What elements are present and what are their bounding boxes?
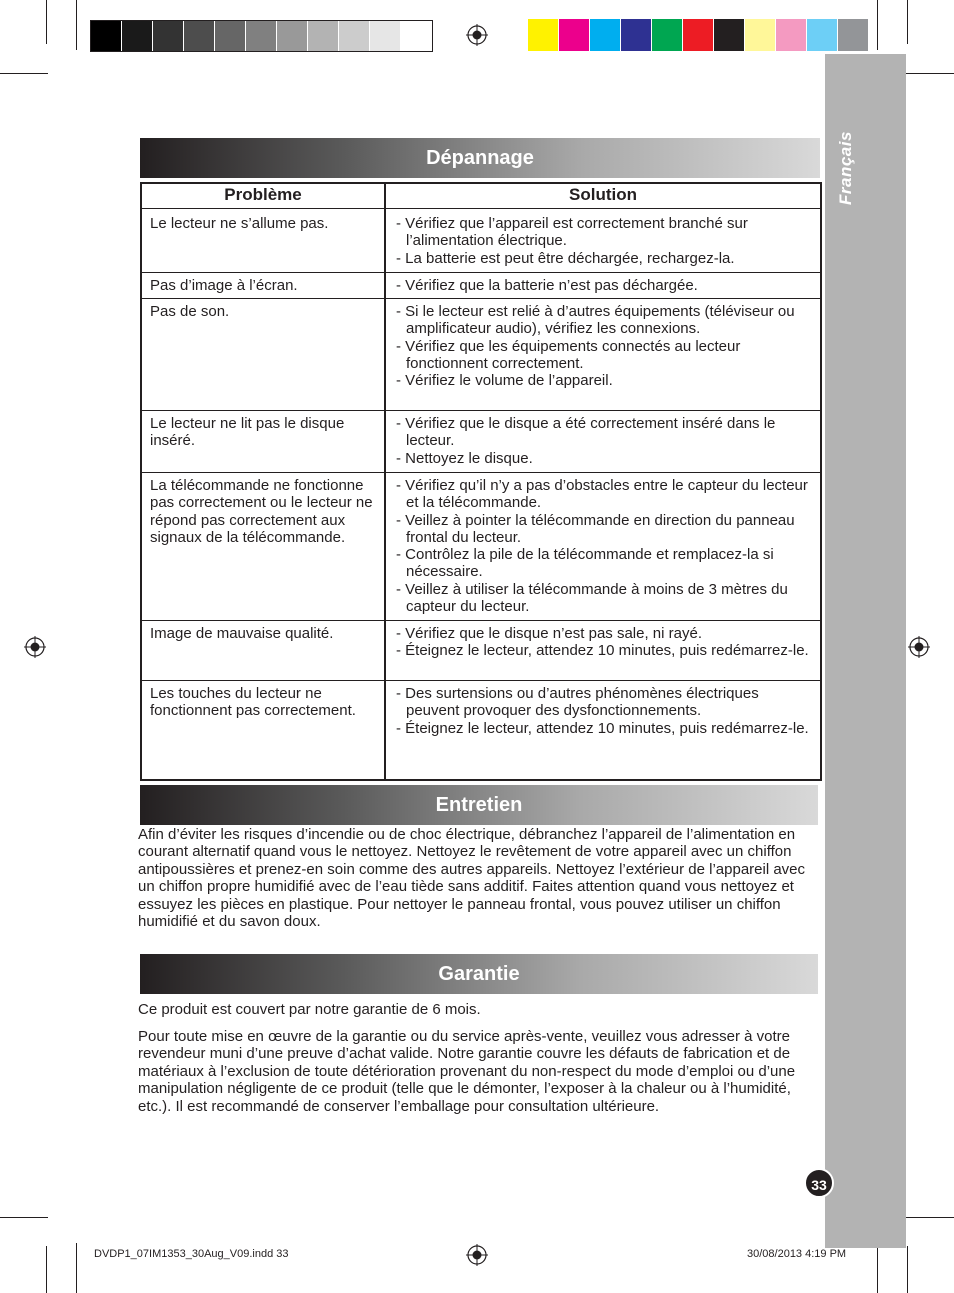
table-cell-problem: Le lecteur ne s’allume pas. [150, 215, 329, 232]
table-row-divider [142, 298, 820, 299]
color-swatch [91, 21, 122, 51]
color-swatch [652, 19, 683, 51]
grayscale-color-bar [90, 20, 433, 52]
crop-mark [906, 1217, 954, 1218]
color-swatch [339, 21, 370, 51]
solution-item: - Vérifiez le volume de l’appareil. [396, 372, 613, 390]
footer-file-info: DVDP1_07IM1353_30Aug_V09.indd 33 [94, 1248, 289, 1260]
color-swatch [246, 21, 277, 51]
table-row-divider [142, 410, 820, 411]
crop-mark [46, 1246, 47, 1293]
crop-mark [907, 0, 908, 44]
maintenance-paragraph: Afin d’éviter les risques d’incendie ou de choc électrique, débranchez l’appareil de l’alimentation en courant alternatif quand vous le nettoyez. Nettoyez le revêtement de votre appareil avec un chiffon antipoussières et prenez-en soin comme des autres appareils. Nettoyez l’extérieur de l’appareil avec un chiffon propre humidifié avec de l’eau tiède sans additif. Faites attention quand vous nettoyez et essuyez les pièces en plastique. Pour nettoyer le panneau frontal, vous pouvez utiliser un chiffon humidifié et du savon doux. [138, 826, 806, 931]
table-row-divider [142, 680, 820, 681]
table-row-divider [142, 272, 820, 273]
color-swatch [184, 21, 215, 51]
solution-item: - Veillez à pointer la télécommande en direction du panneau frontal du lecteur. [396, 511, 795, 546]
crop-mark [0, 73, 48, 74]
table-cell-solution [396, 215, 814, 267]
solution-item: - Des surtensions ou d’autres phénomènes électriques peuvent provoquer des dysfonctionnements. [396, 685, 759, 720]
color-swatch [153, 21, 184, 51]
table-cell-solution [396, 685, 814, 737]
crop-mark [0, 1217, 48, 1218]
table-cell-problem: La télécommande ne fonctionne pas correctement ou le lecteur ne répond pas correctement aux signaux de la télécommande. [150, 477, 373, 546]
troubleshooting-heading: Dépannage [140, 138, 820, 178]
color-swatch [308, 21, 339, 51]
solution-item: - Vérifiez que le disque n’est pas sale, ni rayé. [396, 625, 702, 642]
table-row-divider [142, 472, 820, 473]
color-swatch [122, 21, 153, 51]
solution-item: - Contrôlez la pile de la télécommande et remplacez-la si nécessaire. [396, 546, 774, 581]
table-cell-problem: Image de mauvaise qualité. [150, 625, 334, 642]
table-header-solution: Solution [569, 185, 637, 204]
table-cell-solution [396, 415, 814, 467]
table-cell-problem: Pas d’image à l’écran. [150, 277, 298, 294]
color-swatch [277, 21, 308, 51]
maintenance-heading: Entretien [140, 785, 818, 825]
solution-item: - Vérifiez que les équipements connectés au lecteur fonctionnent correctement. [396, 337, 741, 372]
footer-date: 30/08/2013 4:19 PM [747, 1248, 847, 1260]
table-cell-solution [396, 277, 814, 294]
color-swatch [621, 19, 652, 51]
solution-item: - Vérifiez que l’appareil est correctement branché sur l’alimentation électrique. [396, 215, 748, 250]
registration-target-icon [24, 636, 46, 658]
table-cell-solution [396, 303, 814, 389]
warranty-paragraph-2: Pour toute mise en œuvre de la garantie ou du service après-vente, veuillez vous adresser à votre revendeur muni d’une preuve d’achat valide. Notre garantie couvre les défauts de fabrication et de matériaux à l’exclusion de toute détérioration provenant du non-respect du mode d’emploi ou d’une manipulation négligente de ce produit (telle que le démonter, l’exposer à la chaleur ou à l’humidité, etc.). Il est recommandé de conserver l’emballage pour consultation ultérieure. [138, 1028, 796, 1115]
language-sidebar [825, 54, 906, 1248]
table-cell-problem: Pas de son. [150, 303, 230, 320]
solution-item: - Veillez à utiliser la télécommande à moins de 3 mètres du capteur du lecteur. [396, 580, 788, 616]
registration-target-icon [908, 636, 930, 658]
page-number: 33 [804, 1168, 834, 1198]
color-swatch [776, 19, 807, 51]
crop-mark [46, 0, 47, 44]
solution-item: - Vérifiez que le disque a été correctement inséré dans le lecteur. [396, 415, 776, 450]
table-cell-problem: Le lecteur ne lit pas le disque inséré. [150, 415, 345, 450]
color-swatch [215, 21, 246, 51]
language-label: Français [836, 131, 855, 205]
table-row-divider [142, 620, 820, 621]
color-swatch [807, 19, 838, 51]
crop-mark [906, 73, 954, 74]
crop-mark [907, 1246, 908, 1293]
color-swatch [683, 19, 714, 51]
solution-item: - Éteignez le lecteur, attendez 10 minutes, puis redémarrez-le. [396, 719, 809, 737]
registration-target-icon [466, 24, 488, 46]
warranty-heading: Garantie [140, 954, 818, 994]
table-cell-solution [396, 477, 814, 615]
color-swatch [401, 21, 432, 51]
color-swatch [370, 21, 401, 51]
color-swatch [745, 19, 776, 51]
table-cell-solution [396, 625, 814, 660]
table-header-line [142, 208, 820, 209]
solution-item: - Si le lecteur est relié à d’autres équipements (téléviseur ou amplificateur audio), vérifiez les connexions. [396, 303, 795, 338]
crop-mark [76, 1243, 77, 1293]
solution-item: - Vérifiez qu’il n’y a pas d’obstacles entre le capteur du lecteur et la télécommande. [396, 477, 808, 512]
solution-item: - Nettoyez le disque. [396, 449, 533, 467]
solution-item: - Vérifiez que la batterie n’est pas déchargée. [396, 277, 698, 294]
crop-mark [877, 0, 878, 50]
crop-mark [877, 1243, 878, 1293]
solution-item: - Éteignez le lecteur, attendez 10 minutes, puis redémarrez-le. [396, 642, 809, 660]
color-swatch [838, 19, 869, 51]
table-cell-problem: Les touches du lecteur ne fonctionnent pas correctement. [150, 685, 356, 720]
color-swatch [528, 19, 559, 51]
solution-item: - La batterie est peut être déchargée, rechargez-la. [396, 249, 735, 267]
registration-target-icon [466, 1244, 488, 1266]
color-swatch [559, 19, 590, 51]
color-swatch [590, 19, 621, 51]
process-color-bar [528, 19, 869, 51]
warranty-paragraph-1: Ce produit est couvert par notre garantie de 6 mois. [138, 1001, 481, 1018]
table-header-problem: Problème [224, 185, 302, 204]
crop-mark [76, 0, 77, 50]
color-swatch [714, 19, 745, 51]
